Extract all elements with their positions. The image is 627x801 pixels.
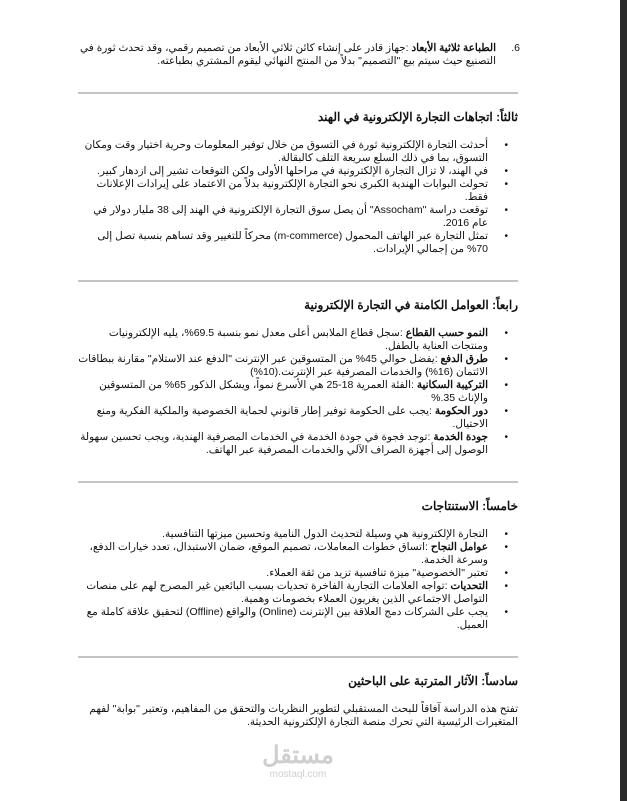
item-text: :تواجه العلامات التجارية الفاخرة تحديات بسبب البائعين غير المصرح لهم على منصات التواصل الاجتماعي الذين يغريون العملاء بخصومات وهمية. — [86, 580, 488, 605]
list-item — [78, 431, 488, 457]
watermark-arabic: مستقل — [262, 742, 334, 769]
divider — [78, 92, 518, 94]
item-bold: دور الحكومة — [434, 405, 488, 417]
section-title: رابعاً: العوامل الكامنة في التجارة الإلكترونية — [304, 298, 518, 312]
divider — [78, 656, 518, 658]
divider — [78, 280, 518, 282]
item-text: تعتبر "الخصوصية" ميزة تنافسية تزيد من ثقة العملاء. — [266, 567, 488, 579]
list-item: • تحولت البوابات الهندية الكبرى نحو التجارة الإلكترونية بدلاً من الاعتماد على إيرادات الإعلانات فقط. — [78, 178, 488, 204]
item-text: :اتساق خطوات المعاملات، تصميم الموقع، ضمان الاستبدال، تعدد خيارات الدفع، وسرعة الخدمة. — [89, 541, 488, 566]
list-item — [78, 327, 488, 353]
section-title: خامساً: الاستنتاجات — [421, 499, 518, 513]
list-item: • في الهند، لا تزال التجارة الإلكترونية في مراحلها الأولى ولكن التوقعات تشير إلى ازدهار كبير. — [78, 165, 488, 178]
item-number: 6. — [511, 42, 520, 54]
divider — [78, 481, 518, 483]
viewer-scrollbar[interactable] — [620, 0, 627, 801]
list-item — [78, 567, 488, 580]
item-text: :جهاز قادر على إنشاء كائن ثلاثي الأبعاد من تصميم رقمي، وقد تحدث ثورة في التصنيع حيث سيتم بيع "التصميم" بدلاً من المنتج النهائي ليقوم المشتري بطباعته. — [80, 42, 496, 67]
section-title: ثالثاً: اتجاهات التجارة الإلكترونية في الهند — [317, 110, 518, 124]
list-item: • أحدثت التجارة الإلكترونية ثورة في التسوق من خلال توفير المعلومات وحرية اختيار وقت ومكان التسوق، بما في ذلك السلع سريعة التلف كالبقالة. — [78, 139, 488, 165]
item-text: :الفئة العمرية 18-25 هي الأسرع نمواً، ويشكل الذكور 65% من المتسوقين والإناث 35.% — [99, 379, 488, 404]
item-bold: طرق الدفع — [440, 353, 488, 365]
item-bold: النمو حسب القطاع — [405, 327, 488, 339]
list-item — [78, 528, 488, 541]
section-4 — [78, 298, 518, 457]
list-item — [78, 580, 488, 606]
section-paragraph: تفتح هذه الدراسة آفاقاً للبحث المستقبلي لتطوير النظريات والتحقق من المفاهيم، وتعتبر "بوابة" لفهم المتغيرات الرئيسية التي تحرك منصة التجارة الإلكترونية الحديثة. — [89, 703, 518, 728]
item-text: التجارة الإلكترونية هي وسيلة لتحديث الدول النامية وتحسين ميزتها التنافسية. — [162, 528, 488, 540]
item-text: يجب على الشركات دمج العلاقة بين الإنترنت (Online) والواقع (Offline) لتحقيق علاقة كاملة مع العميل. — [86, 606, 488, 631]
section-3 — [78, 110, 518, 256]
section-title: سادساً: الآثار المترتبة على الباحثين — [348, 674, 518, 688]
item-bold: التركيبة السكانية — [416, 379, 488, 391]
item-text: :توجد فجوة في جودة الخدمة في الخدمات المصرفية الهندية، ويجب تحسين سهولة الوصول إلى أجهزة الصراف الآلي والخدمات المصرفية عبر الهاتف. — [80, 431, 488, 456]
list-item — [78, 405, 488, 431]
watermark-logo — [253, 743, 343, 781]
item-bold: جودة الخدمة — [433, 431, 488, 443]
list-item — [78, 353, 488, 379]
list-item — [78, 541, 488, 567]
watermark-url: mostaql.com — [269, 769, 327, 780]
item-bold: عوامل النجاح — [430, 541, 488, 553]
item-text: :يجب على الحكومة توفير إطار قانوني لحماية الخصوصية والملكية الفكرية ومنع الاحتيال. — [96, 405, 488, 430]
list-item — [78, 379, 488, 405]
item-bold: الطباعة ثلاثية الأبعاد — [411, 42, 496, 54]
list-item-6 — [78, 42, 518, 68]
section-6 — [78, 674, 518, 729]
item-bold: التحديات — [450, 580, 488, 592]
section-5 — [78, 499, 518, 632]
document-page — [78, 0, 518, 801]
list-item — [78, 606, 488, 632]
list-item: • توقعت دراسة "Assocham" أن يصل سوق التجارة الإلكترونية في الهند إلى 38 مليار دولار في عام 2016. — [78, 204, 488, 230]
item-text: :يفضل حوالي 45% من المتسوقين عبر الإنترنت "الدفع عند الاستلام" مقارنة ببطاقات الائتمان (16%) والخدمات المصرفية عبر الإنترنت.(10%) — [78, 353, 488, 378]
list-item: • تمثل التجارة عبر الهاتف المحمول (m-commerce) محركاً للتغيير وقد تساهم بنسبة تصل إلى 70% من إجمالي الإيرادات. — [78, 230, 488, 256]
item-text: :سجل قطاع الملابس أعلى معدل نمو بنسبة 69.5%، يليه الإلكترونيات ومنتجات العناية بالطفل. — [108, 327, 488, 352]
